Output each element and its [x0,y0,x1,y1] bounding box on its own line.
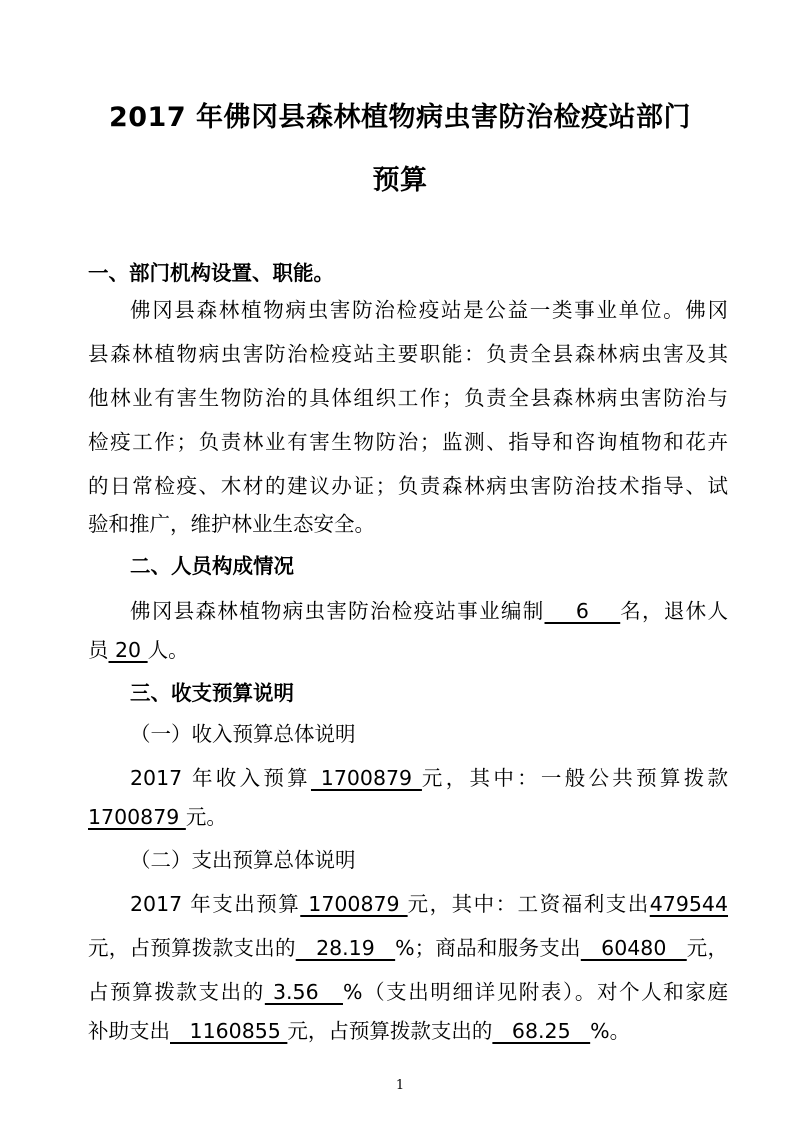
text: %；商品和服务支出 [395,936,581,960]
text: 元， [686,936,729,960]
section-1-heading: 一、部门机构设置、职能。 [88,261,334,285]
section-1-line-5: 的日常检疫、木材的建议办证；负责森林病虫害防治技术指导、试 [88,474,728,498]
text: 员 [88,638,109,662]
expense-subsidy: 1160855 [170,1019,288,1043]
retired-count: 20 [108,638,148,662]
section-2-line-2 [88,636,728,664]
section-1-line-2: 县森林植物病虫害防治检疫站主要职能：负责全县森林病虫害及其 [88,342,728,366]
text: 人。 [147,638,189,662]
text: 占预算拨款支出的 [88,980,265,1004]
text: %。 [590,1019,631,1043]
section-2-heading: 二、人员构成情况 [130,554,294,578]
income-line-2 [88,803,728,831]
text: 元。 [185,805,227,829]
expense-line-4 [88,1017,728,1045]
income-public: 1700879 [88,805,186,829]
expense-wage-pct: 28.19 [295,936,396,960]
text: 佛冈县森林植物病虫害防治检疫站事业编制 [130,599,545,623]
section-2-line-1 [130,597,728,625]
text: 元，占预算拨款支出的 [287,1019,493,1043]
text: 名，退休人 [620,599,729,623]
expense-subsidy-pct: 68.25 [492,1019,591,1043]
income-total: 1700879 [310,766,422,790]
page-number: 1 [395,1078,405,1093]
expense-total: 1700879 [300,892,408,916]
text: %（支出明细详见附表）。对个人和家庭 [342,980,728,1004]
expense-wage: 479544 [649,892,729,916]
expense-line-3 [88,978,728,1006]
income-heading: （一）收入预算总体说明 [130,722,356,746]
expense-heading: （二）支出预算总体说明 [130,848,356,872]
expense-goods: 60480 [580,936,687,960]
text: 元，其中：工资福利支出 [407,892,650,916]
staff-count: 6 [544,599,621,623]
text: 元，其中：一般公共预算拨款 [421,766,729,790]
text: 2017 年收入预算 [130,766,311,790]
section-1-line-3: 他林业有害生物防治的具体组织工作；负责全县森林病虫害防治与 [88,386,728,410]
expense-line-1 [130,890,728,918]
expense-goods-pct: 3.56 [264,980,343,1004]
text: 补助支出 [88,1019,170,1043]
text: 元，占预算拨款支出的 [88,936,296,960]
income-line-1 [130,764,728,792]
section-3-heading: 三、收支预算说明 [130,681,294,705]
text: 2017 年支出预算 [130,892,301,916]
section-1-line-4: 检疫工作；负责林业有害生物防治；监测、指导和咨询植物和花卉 [88,430,728,454]
section-1-line-1: 佛冈县森林植物病虫害防治检疫站是公益一类事业单位。佛冈 [130,298,728,322]
expense-line-2 [88,934,728,962]
page-title: 2017 年佛冈县森林植物病虫害防治检疫站部门 [108,102,692,133]
page-title-continued: 预算 [372,165,428,196]
section-1-line-6: 验和推广，维护林业生态安全。 [88,512,375,536]
